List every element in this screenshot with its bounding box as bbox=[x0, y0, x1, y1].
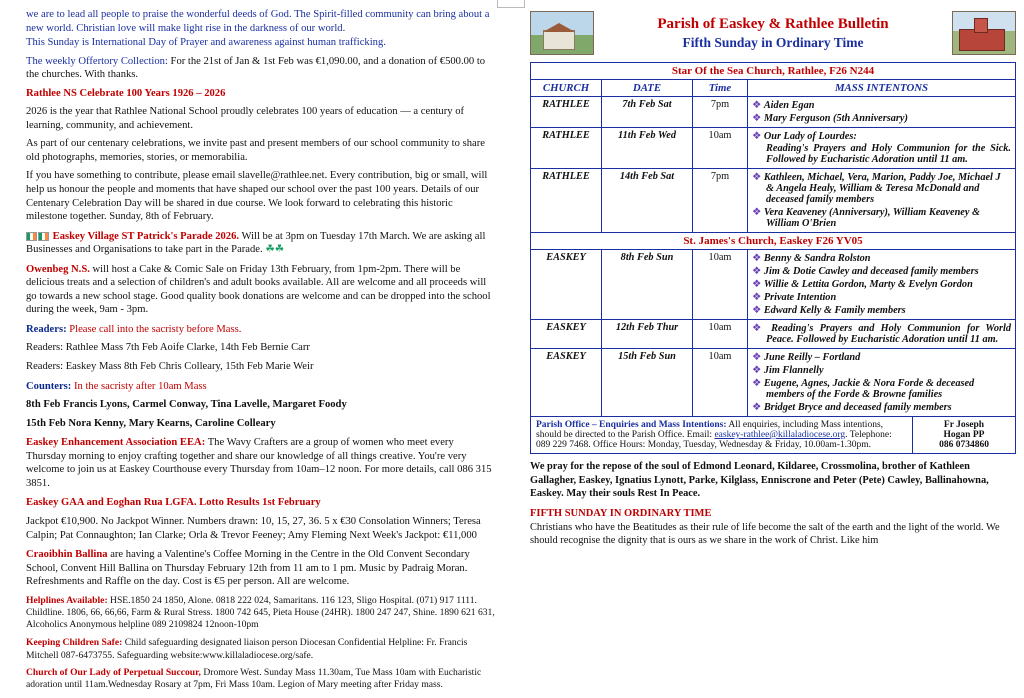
intention-item: ❖ Reading's Prayers and Holy Communion for World Peace. Followed by Eucharistic Adoration until 11 am. bbox=[752, 323, 1011, 345]
cell-intentions bbox=[748, 320, 1016, 349]
diamond-bullet-icon: ❖ bbox=[752, 378, 762, 389]
cell-time: 10am bbox=[693, 250, 748, 320]
priest-name-line2: Hogan PP bbox=[943, 430, 985, 440]
section-lotto bbox=[26, 496, 496, 542]
diamond-bullet-icon: ❖ bbox=[752, 323, 765, 334]
section-paragraph: As part of our centenary celebrations, we invite past and present members of our school community to share old photographs, memories, stories, or memorabilia. bbox=[26, 138, 485, 163]
intention-item: ❖ Benny & Sandra Rolston bbox=[752, 253, 871, 264]
table-church-header-row bbox=[531, 233, 1016, 250]
intro-paragraph-2: This Sunday is International Day of Prayer and awareness against human trafficking. bbox=[26, 37, 386, 49]
parish-office-details bbox=[531, 417, 913, 453]
section-safeguarding bbox=[26, 637, 496, 691]
section-heading: Easkey GAA and Eoghan Rua LGFA. Lotto Results 1st February bbox=[26, 497, 321, 509]
intention-item: ❖ Jim & Dotie Cawley and deceased family members bbox=[752, 266, 979, 277]
intention-item: ❖ Our Lady of Lourdes: bbox=[752, 131, 857, 142]
cell-intentions bbox=[748, 169, 1016, 233]
section-paragraph: Child safeguarding designated liaison person Diocesan Confidential Helpline: Fr. Francis Mitchell 087-6473755. Safeguarding website:www.killaladiocese.org/safe. bbox=[26, 637, 468, 661]
page-notch bbox=[497, 0, 525, 8]
column-header-time: Time bbox=[693, 80, 748, 97]
section-readers bbox=[26, 323, 496, 374]
bulletin-banner bbox=[530, 4, 1016, 62]
diamond-bullet-icon: ❖ bbox=[752, 113, 762, 124]
section-heading: Keeping Children Safe: bbox=[26, 637, 123, 649]
intention-item: ❖ Aiden Egan bbox=[752, 100, 815, 111]
intention-item: ❖ Eugene, Agnes, Jackie & Nora Forde & deceased members of the Forde & Browne families bbox=[752, 378, 975, 400]
parish-priest-contact bbox=[913, 417, 1015, 453]
section-paragraph: will host a Cake & Comic Sale on Friday 13th February, from 1pm-2pm. There will be delicious treats and a selection of children's and adult books available. All are welcome and all proceeds will go towards a new school stage. Good quality book donations are welcome and can be dropped into the school during the week, 9am - 3pm. bbox=[26, 263, 491, 316]
cell-date: 15th Feb Sun bbox=[602, 349, 693, 417]
section-heading: Easkey Enhancement Association EEA: bbox=[26, 437, 206, 449]
section-heading: Rathlee NS Celebrate 100 Years 1926 – 2026 bbox=[26, 87, 226, 99]
table-row bbox=[531, 169, 1016, 233]
intention-item: ❖ Mary Ferguson (5th Anniversary) bbox=[752, 113, 908, 124]
parish-office-title: Parish Office – Enquiries and Mass Intentions: bbox=[536, 420, 727, 430]
offertory-text: For the 21st of Jan & 1st Feb was €1,090.00, and a donation of €500.00 to the churches. With thanks. bbox=[26, 55, 486, 81]
column-header-church: CHURCH bbox=[531, 80, 602, 97]
diamond-bullet-icon: ❖ bbox=[752, 352, 762, 363]
readers-line: Readers: Rathlee Mass 7th Feb Aoife Clarke, 14th Feb Bernie Carr bbox=[26, 342, 310, 354]
section-helplines bbox=[26, 595, 496, 632]
priest-name-line1: Fr Joseph bbox=[943, 420, 985, 430]
parish-office-text: All enquiries, including Mass intentions, should be directed to the Parish Office. Email: bbox=[536, 420, 884, 440]
cell-church: RATHLEE bbox=[531, 169, 602, 233]
diamond-bullet-icon: ❖ bbox=[752, 253, 762, 264]
section-counters bbox=[26, 380, 496, 431]
section-paragraph: Dromore West. Sunday Mass 11.30am, Tue Mass 10am with Eucharistic adoration until 11am.Wednesday Rosary at 7pm, Fri Mass 10am. Legion of Mary meeting after Friday mass. bbox=[26, 667, 482, 691]
cell-time: 10am bbox=[693, 320, 748, 349]
diamond-bullet-icon: ❖ bbox=[752, 207, 762, 218]
section-heading: Helplines Available: bbox=[26, 594, 108, 606]
section-craoibhin bbox=[26, 548, 496, 589]
cell-date: 14th Feb Sat bbox=[602, 169, 693, 233]
section-paragraph: are having a Valentine's Coffee Morning in the Centre in the Old Convent Secondary School, Convent Hill Ballina on Thursday February 12th from 11 am to 1 pm. Music by Padraig Moran. Refreshments and Raffle on the day. Cost is €5 per person. All are welcome. bbox=[26, 549, 470, 588]
intention-item: ❖ Willie & Lettita Gordon, Marty & Evelyn Gordon bbox=[752, 279, 973, 290]
cell-time: 7pm bbox=[693, 97, 748, 128]
intention-item: ❖ Kathleen, Michael, Vera, Marion, Paddy Joe, Michael J & Angela Healy, William & Teresa McDonald and deceased family members bbox=[752, 172, 1001, 205]
section-paragraph: Will be at 3pm on Tuesday 17th March. We are asking all Businesses and Organisations to take part in the Parade. bbox=[26, 230, 486, 256]
intention-item: ❖ Private Intention bbox=[752, 292, 837, 303]
cell-time: 7pm bbox=[693, 169, 748, 233]
shamrock-icon: ☘☘ bbox=[265, 244, 285, 256]
repose-notice: We pray for the repose of the soul of Edmond Leonard, Kildaree, Crossmolina, brother of Kathleen Gallagher, Easkey, Ignatius Lynott, Parke, Kilglass, Enniscrone and Peter (Pete) Cawley, Ballinahowna, Easkey. May their souls Rest In Peace. bbox=[530, 461, 989, 500]
section-parade bbox=[26, 230, 496, 257]
church-photo-rathlee bbox=[530, 11, 594, 55]
section-eea bbox=[26, 436, 496, 490]
intention-item: ❖ June Reilly – Fortland bbox=[752, 352, 861, 363]
section-heading: Church of Our Lady of Perpetual Succour, bbox=[26, 667, 201, 679]
priest-phone: 086 0734860 bbox=[939, 440, 989, 450]
parish-office-email-link[interactable]: easkey-rathlee@killaladiocese.org bbox=[714, 430, 846, 440]
diamond-bullet-icon: ❖ bbox=[752, 172, 762, 183]
diamond-bullet-icon: ❖ bbox=[752, 100, 762, 111]
bulletin-title bbox=[594, 14, 952, 52]
church-header-easkey: St. James's Church, Easkey F26 YV05 bbox=[531, 233, 1016, 250]
cell-church: EASKEY bbox=[531, 349, 602, 417]
readers-note: Please call into the sacristy before Mass. bbox=[66, 323, 242, 335]
section-heading: Craoibhin Ballina bbox=[26, 549, 108, 561]
intention-item: ❖ Bridget Bryce and deceased family members bbox=[752, 402, 952, 413]
intro-paragraph-1: we are to lead all people to praise the wonderful deeds of God. The Spirit-filled community can bring about a new world. Christian love will make light rise in the darkness of our world. bbox=[26, 9, 490, 34]
cell-intentions bbox=[748, 250, 1016, 320]
table-row bbox=[531, 128, 1016, 169]
cell-date: 12th Feb Thur bbox=[602, 320, 693, 349]
offertory-paragraph bbox=[26, 55, 496, 82]
diamond-bullet-icon: ❖ bbox=[752, 305, 762, 316]
table-column-header-row bbox=[531, 80, 1016, 97]
irish-flag-icon bbox=[26, 232, 37, 241]
intention-item: Reading's Prayers and Holy Communion for the Sick. Followed by Eucharistic Adoration until 11 am. bbox=[766, 143, 1011, 165]
cell-time: 10am bbox=[693, 128, 748, 169]
cell-church: EASKEY bbox=[531, 250, 602, 320]
section-owenbeg bbox=[26, 263, 496, 317]
column-header-intentions: MASS INTENTONS bbox=[748, 80, 1016, 97]
section-paragraph: If you have something to contribute, please email slavelle@rathlee.net. Every contribution, big or small, will help us honour the people and moments that have shaped our school over the past 100 years. Details of our Centenary Celebration Day will be shared in due course. We look forward to celebrating this historic milestone together. Sunday, 8th of February. bbox=[26, 170, 488, 223]
diamond-bullet-icon: ❖ bbox=[752, 365, 762, 376]
column-header-date: DATE bbox=[602, 80, 693, 97]
table-church-header-row bbox=[531, 63, 1016, 80]
mass-times-table bbox=[530, 62, 1016, 417]
irish-flag-icon bbox=[38, 232, 49, 241]
cell-church: RATHLEE bbox=[531, 97, 602, 128]
diamond-bullet-icon: ❖ bbox=[752, 131, 762, 142]
cell-intentions bbox=[748, 128, 1016, 169]
sunday-reflection-text: Christians who have the Beatitudes as their rule of life become the salt of the earth and the light of the world. We should recognise the dignity that is ours as we share in the work of Christ. Like him bbox=[530, 521, 1000, 547]
section-heading: Easkey Village ST Patrick's Parade 2026. bbox=[52, 230, 240, 242]
table-row bbox=[531, 349, 1016, 417]
section-paragraph: 2026 is the year that Rathlee National School proudly celebrates 100 years of education — a century of learning, community, and achievement. bbox=[26, 106, 465, 131]
bulletin-title-line2: Fifth Sunday in Ordinary Time bbox=[682, 35, 864, 51]
offertory-label: The weekly Offertory Collection: bbox=[26, 55, 168, 67]
cell-date: 11th Feb Wed bbox=[602, 128, 693, 169]
parish-office-text-2: . Telephone: 089 229 7468. Office Hours: Monday, Tuesday, Wednesday & Friday, 10.00am-1.30pm. bbox=[536, 430, 892, 450]
section-heading: Owenbeg N.S. bbox=[26, 263, 90, 275]
readers-line: Readers: Easkey Mass 8th Feb Chris Colleary, 15th Feb Marie Weir bbox=[26, 361, 314, 373]
cell-date: 7th Feb Sat bbox=[602, 97, 693, 128]
cell-time: 10am bbox=[693, 349, 748, 417]
counters-line: 8th Feb Francis Lyons, Carmel Conway, Tina Lavelle, Margaret Foody bbox=[26, 399, 347, 411]
diamond-bullet-icon: ❖ bbox=[752, 402, 762, 413]
readers-heading: Readers: bbox=[26, 323, 67, 335]
diamond-bullet-icon: ❖ bbox=[752, 279, 762, 290]
cell-intentions bbox=[748, 97, 1016, 128]
left-column bbox=[26, 8, 496, 698]
intention-item: ❖ Vera Keaveney (Anniversary), William Keaveney & William O'Brien bbox=[752, 207, 981, 229]
sunday-heading: FIFTH SUNDAY IN ORDINARY TIME bbox=[530, 507, 712, 519]
parish-office-box bbox=[530, 417, 1016, 454]
church-photo-easkey bbox=[952, 11, 1016, 55]
intention-item: ❖ Edward Kelly & Family members bbox=[752, 305, 906, 316]
section-paragraph: HSE.1850 24 1850, Alone. 0818 222 024, Samaritans. 116 123, Sligo Hospital. (071) 917 1111. Childline. 1806, 66, 66,66, Farm & Rural Stress. 1800 742 645, Pieta House (24HR). 1800 247 247, Shine. 1890 621 631, Alcoholics Anonymous helpline 089 2109824 12noon-10pm bbox=[26, 594, 495, 631]
table-row bbox=[531, 320, 1016, 349]
diamond-bullet-icon: ❖ bbox=[752, 266, 762, 277]
counters-note: In the sacristy after 10am Mass bbox=[71, 380, 207, 392]
section-rathlee-ns bbox=[26, 87, 496, 224]
cell-date: 8th Feb Sun bbox=[602, 250, 693, 320]
cell-church: EASKEY bbox=[531, 320, 602, 349]
church-header-rathlee: Star Of the Sea Church, Rathlee, F26 N244 bbox=[531, 63, 1016, 80]
right-column bbox=[530, 4, 1016, 548]
section-paragraph: The Wavy Crafters are a group of women who meet every Thursday morning to enjoy crafting together and share our knowledge of all things creative. You're very welcome to join us at Easkey Courthouse every Thursday from 10am–12 noon. For more details, call 086 315 3851. bbox=[26, 437, 492, 489]
table-row bbox=[531, 250, 1016, 320]
diamond-bullet-icon: ❖ bbox=[752, 292, 762, 303]
counters-heading: Counters: bbox=[26, 380, 72, 392]
counters-line: 15th Feb Nora Kenny, Mary Kearns, Caroline Colleary bbox=[26, 417, 276, 429]
cell-intentions bbox=[748, 349, 1016, 417]
bulletin-title-line1: Parish of Easkey & Rathlee Bulletin bbox=[657, 15, 889, 32]
cell-church: RATHLEE bbox=[531, 128, 602, 169]
table-row bbox=[531, 97, 1016, 128]
intention-item: ❖ Jim Flannelly bbox=[752, 365, 824, 376]
section-paragraph: Jackpot €10,900. No Jackpot Winner. Numbers drawn: 10, 15, 27, 36. 5 x €30 Consolation Winners; Teresa Calpin; Pat Connaughton; Ian Clarke; Orla & Trevor Feeney; Amy Fleming Next Week's Jackpot: €11,000 bbox=[26, 515, 481, 541]
